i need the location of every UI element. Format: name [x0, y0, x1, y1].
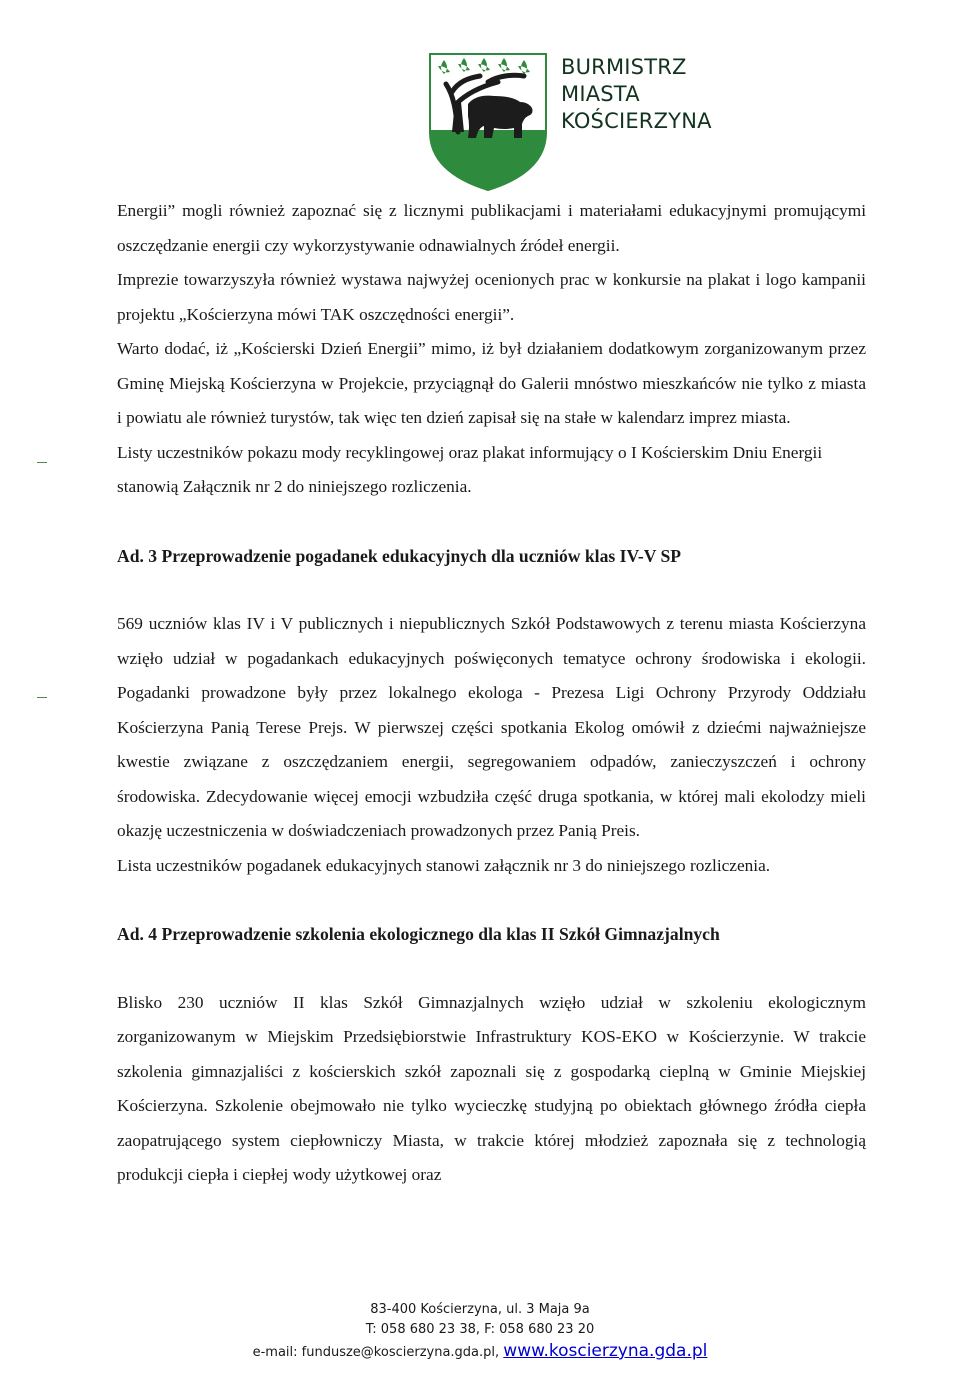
- footer-contact: [0, 1341, 960, 1361]
- section-heading: Ad. 4 Przeprowadzenie szkolenia ekologicznego dla klas II Szkół Gimnazjalnych: [117, 924, 720, 944]
- org-line-2: MIASTA: [561, 82, 640, 106]
- margin-mark: [37, 697, 47, 698]
- paragraph: Energii” mogli również zapoznać się z licznymi publikacjami i materiałami edukacyjnymi promującymi oszczędzanie energii czy wykorzystywanie odnawialnych źródeł energii.: [117, 201, 866, 255]
- footer-email: e-mail: fundusze@koscierzyna.gda.pl,: [252, 1345, 500, 1360]
- paragraph: 569 uczniów klas IV i V publicznych i niepublicznych Szkół Podstawowych z terenu miasta Kościerzyna wzięło udział w pogadankach edukacyjnych poświęconych tematyce ochrony środowiska i ekologii. Pogadanki prowadzone były przez lokalnego ekologa - Prezesa Ligi Ochrony Przyrody Oddziału Kościerzyna Panią Terese Prejs. W pierwszej części spotkania Ekolog omówił z dziećmi najważniejsze kwestie związane z oszczędzaniem energii, segregowaniem odpadów, zanieczyszczeń i ochrony środowiska. Zdecydowanie więcej emocji wzbudziła część druga spotkania, w której mali ekolodzy mieli okazję uczestniczenia w doświadczeniach prowadzonych przez Panią Preis.: [117, 614, 866, 840]
- org-line-3: KOŚCIERZYNA: [561, 109, 712, 133]
- paragraph: Imprezie towarzyszyła również wystawa najwyżej ocenionych prac w konkursie na plakat i logo kampanii projektu „Kościerzyna mówi TAK oszczędności energii”.: [117, 270, 866, 324]
- organization-name: [561, 54, 712, 135]
- document-body: [117, 194, 866, 1193]
- coat-of-arms-bear-oak-icon: [428, 52, 548, 192]
- org-line-1: BURMISTRZ: [561, 55, 687, 79]
- spacer: [117, 952, 866, 986]
- website-link[interactable]: www.koscierzyna.gda.pl: [503, 1341, 708, 1361]
- footer-phone: T: 058 680 23 38, F: 058 680 23 20: [365, 1322, 595, 1337]
- paragraph: Lista uczestników pogadanek edukacyjnych stanowi załącznik nr 3 do niniejszego rozliczenia.: [117, 855, 771, 875]
- section-heading: Ad. 3 Przeprowadzenie pogadanek edukacyjnych dla uczniów klas IV-V SP: [117, 545, 682, 566]
- spacer: [117, 573, 866, 607]
- footer-address: 83-400 Kościerzyna, ul. 3 Maja 9a: [370, 1302, 590, 1317]
- spacer: [117, 883, 866, 917]
- spacer: [117, 505, 866, 539]
- margin-mark: [37, 462, 47, 463]
- paragraph: Listy uczestników pokazu mody recyklingowej oraz plakat informujący o I Kościerskim Dniu Energii stanowią Załącznik nr 2 do niniejszego rozliczenia.: [117, 442, 823, 496]
- paragraph: Blisko 230 uczniów II klas Szkół Gimnazjalnych wzięło udział w szkoleniu ekologicznym zorganizowanym w Miejskim Przedsiębiorstwie Infrastruktury KOS-EKO w Kościerzynie. W trakcie szkolenia gimnazjaliści z kościerskich szkół zapoznali się z gospodarką cieplną w Gminie Miejskiej Kościerzyna. Szkolenie obejmowało nie tylko wycieczkę studyjną po obiektach głównego źródła ciepła zaopatrującego system ciepłowniczy Miasta, w trakcie której młodzież zapoznała się z technologią produkcji ciepła i ciepłej wody użytkowej oraz: [117, 992, 866, 1184]
- paragraph: Warto dodać, iż „Kościerski Dzień Energii” mimo, iż był działaniem dodatkowym zorganizowanym przez Gminę Miejską Kościerzyna w Projekcie, przyciągnął do Galerii mnóstwo mieszkańców nie tylko z miasta i powiatu ale również turystów, tak więc ten dzień zapisał się na stałe w kalendarz imprez miasta.: [117, 339, 866, 427]
